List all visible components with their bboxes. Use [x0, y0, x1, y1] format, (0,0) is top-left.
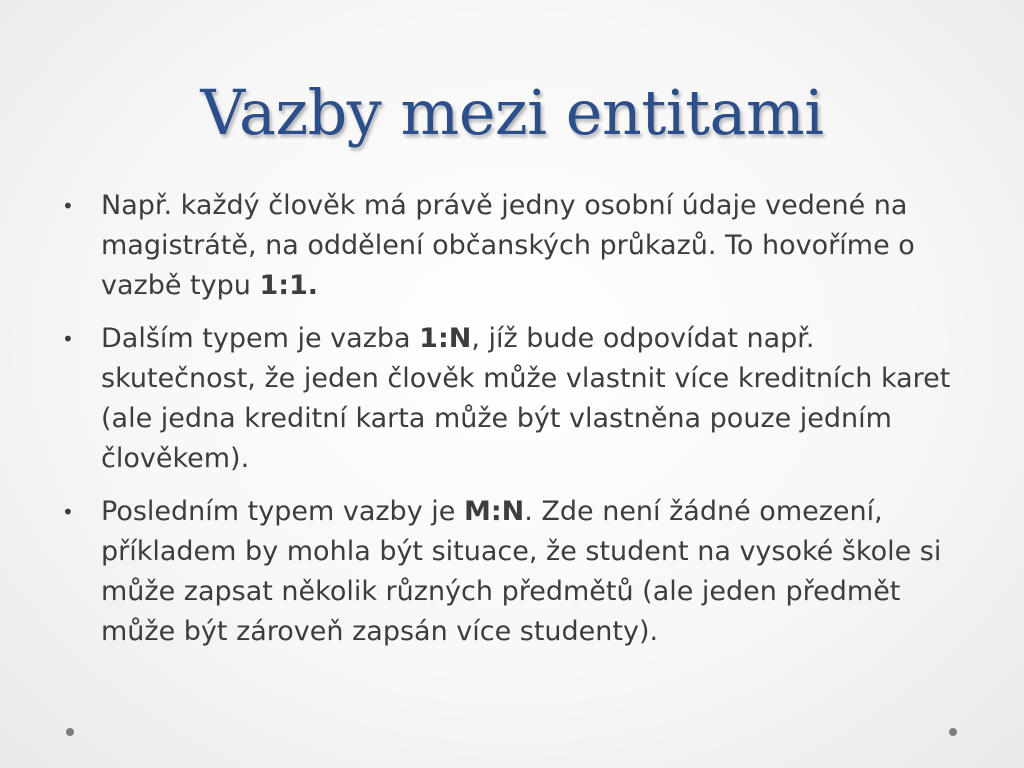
bullet-emphasis: 1:N: [419, 323, 472, 354]
slide-content: [62, 186, 962, 665]
bullet-text-tail: . Zde není žádné omezení, příkladem by mohla být situace, že student na vysoké škole si může zapsat několik různých předmětů (ale jeden předmět může být zároveň zapsán více studenty).: [101, 496, 942, 647]
bullet-icon: •: [62, 327, 74, 351]
bullet-item: [62, 186, 962, 306]
slide-title: Vazby mezi entitami: [200, 76, 824, 149]
bullet-text: Dalším typem je vazba: [101, 323, 420, 354]
bullet-icon: •: [62, 194, 74, 218]
corner-dot-left-icon: [66, 728, 74, 736]
bullet-emphasis: 1:1.: [259, 270, 319, 301]
bullet-text-tail: , jíž bude odpovídat např. skutečnost, že jeden člověk může vlastnit více kreditních karet (ale jedna kreditní karta může být vlastněna pouze jedním člověkem).: [101, 323, 951, 474]
bullet-item: [62, 492, 962, 652]
bullet-text: Např. každý člověk má právě jedny osobní údaje vedené na magistrátě, na oddělení občanských průkazů. To hovoříme o vazbě typu: [101, 190, 915, 301]
bullet-icon: •: [62, 500, 74, 524]
bullet-emphasis: M:N: [463, 496, 525, 527]
bullet-text: Posledním typem vazby je: [101, 496, 464, 527]
bullet-item: [62, 319, 962, 479]
bullet-list: [62, 186, 962, 652]
corner-dot-right-icon: [949, 728, 957, 736]
